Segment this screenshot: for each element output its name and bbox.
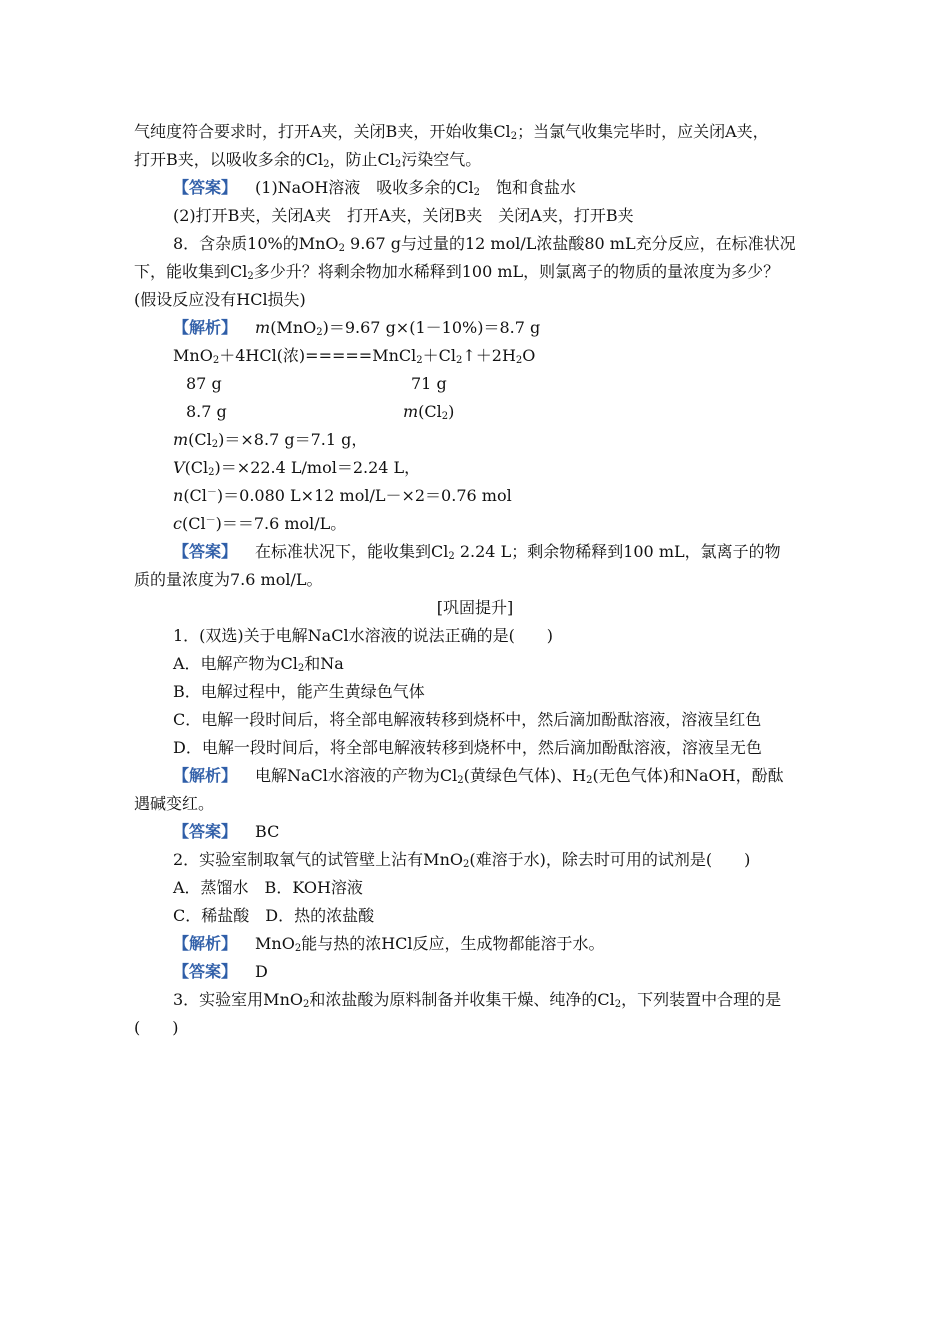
analysis-tag: 【解析】 [173, 318, 238, 337]
p2-answer: 【答案】 D [173, 962, 268, 981]
p1-option-d: D．电解一段时间后，将全部电解液转移到烧杯中，然后滴加酚酞溶液，溶液呈无色 [173, 738, 762, 757]
p2-options-ab: A．蒸馏水 B．KOH溶液 [173, 878, 363, 897]
q7-line2: 打开B夹，以吸收多余的$Cl_2$，防止$Cl_2$污染空气。 [134, 150, 482, 170]
q8-result-moles: n(Cl－)＝0.080 L×12 mol/L－×2＝0.76 mol [173, 486, 512, 505]
p1-analysis-line1: 【解析】 电解NaCl水溶液的产物为$Cl_2$(黄绿色气体)、$H_2$(无色气体)和NaOH，酚酞 [173, 766, 784, 786]
answer-tag: 【答案】 [173, 962, 238, 981]
p1-answer: 【答案】 BC [173, 822, 280, 841]
q8-result-volume: $V(Cl_2)=\times 22.4$ L/mol＝2.24 L， [173, 458, 421, 478]
answer-tag: 【答案】 [173, 542, 238, 561]
p1-option-c: C．电解一段时间后，将全部电解液转移到烧杯中，然后滴加酚酞溶液，溶液呈红色 [173, 710, 762, 729]
answer-tag: 【答案】 [173, 822, 238, 841]
q8-result-concentration: c(Cl－)＝＝7.6 mol/L。 [173, 514, 347, 533]
q8-answer-line2: 质的量浓度为7.6 mol/L。 [134, 570, 323, 589]
p2-options-cd: C．稀盐酸 D．热的浓盐酸 [173, 906, 375, 925]
q8-equation: MnO$_2$＋4HCl(浓)$=====MnCl_2+Cl_2↑+2H_2O$ [173, 346, 536, 366]
analysis-tag: 【解析】 [173, 766, 238, 785]
answer-tag: 【答案】 [173, 178, 238, 197]
q8-mass-mno2: 87 g [186, 374, 222, 393]
q8-actual-mno2: 8.7 g [186, 402, 227, 421]
p3-stem-line2: ( ) [134, 1018, 179, 1037]
q8-stem-line1: 8．含杂质10%的MnO$_2$ 9.67 g与过量的12 mol/L浓盐酸80 mL充分反应，在标准状况 [173, 234, 796, 254]
p1-stem: 1．(双选)关于电解NaCl水溶液的说法正确的是( ) [173, 626, 554, 645]
q7-answer-line2: (2)打开B夹，关闭A夹 打开A夹，关闭B夹 关闭A夹，打开B夹 [173, 206, 634, 225]
q8-result-mass: $m(Cl_2)=\times 8.7$ g＝7.1 g， [173, 430, 368, 450]
p1-analysis-line2: 遇碱变红。 [134, 794, 215, 813]
q8-mass-cl2: 71 g [411, 374, 447, 393]
q8-unknown-cl2: $m(Cl_2)$ [403, 402, 455, 422]
q8-analysis-line1: 【解析】 m(MnO$_2$)＝9.67 g×(1－10%)＝8.7 g [173, 318, 541, 338]
p1-option-b: B．电解过程中，能产生黄绿色气体 [173, 682, 425, 701]
p3-stem-line1: 3．实验室用MnO$_2$和浓盐酸为原料制备并收集干燥、纯净的$Cl_2$，下列装置中合理的是 [173, 990, 782, 1010]
analysis-tag: 【解析】 [173, 934, 238, 953]
q8-stem-line3: (假设反应没有HCl损失) [134, 290, 306, 309]
q8-stem-line2: 下，能收集到$Cl_2$多少升？将剩余物加水稀释到100 mL，则氯离子的物质的量浓度为多少？ [134, 262, 780, 282]
q7-answer-line1: 【答案】 (1)NaOH溶液 吸收多余的$Cl_2$ 饱和食盐水 [173, 178, 577, 198]
section-title: [巩固提升] [436, 598, 514, 617]
p2-stem: 2．实验室制取氧气的试管壁上沾有MnO$_2$(难溶于水)，除去时可用的试剂是( ) [173, 850, 751, 870]
q7-line1: 气纯度符合要求时，打开A夹，关闭B夹，开始收集$Cl_2$；当氯气收集完毕时，应关闭A夹， [134, 122, 769, 142]
p2-analysis: 【解析】 MnO$_2$能与热的浓HCl反应，生成物都能溶于水。 [173, 934, 605, 954]
q8-answer-line1: 【答案】 在标准状况下，能收集到$Cl_2$ 2.24 L；剩余物稀释到100 mL，氯离子的物 [173, 542, 781, 562]
p1-option-a: A．电解产物为$Cl_2$和Na [173, 654, 344, 674]
